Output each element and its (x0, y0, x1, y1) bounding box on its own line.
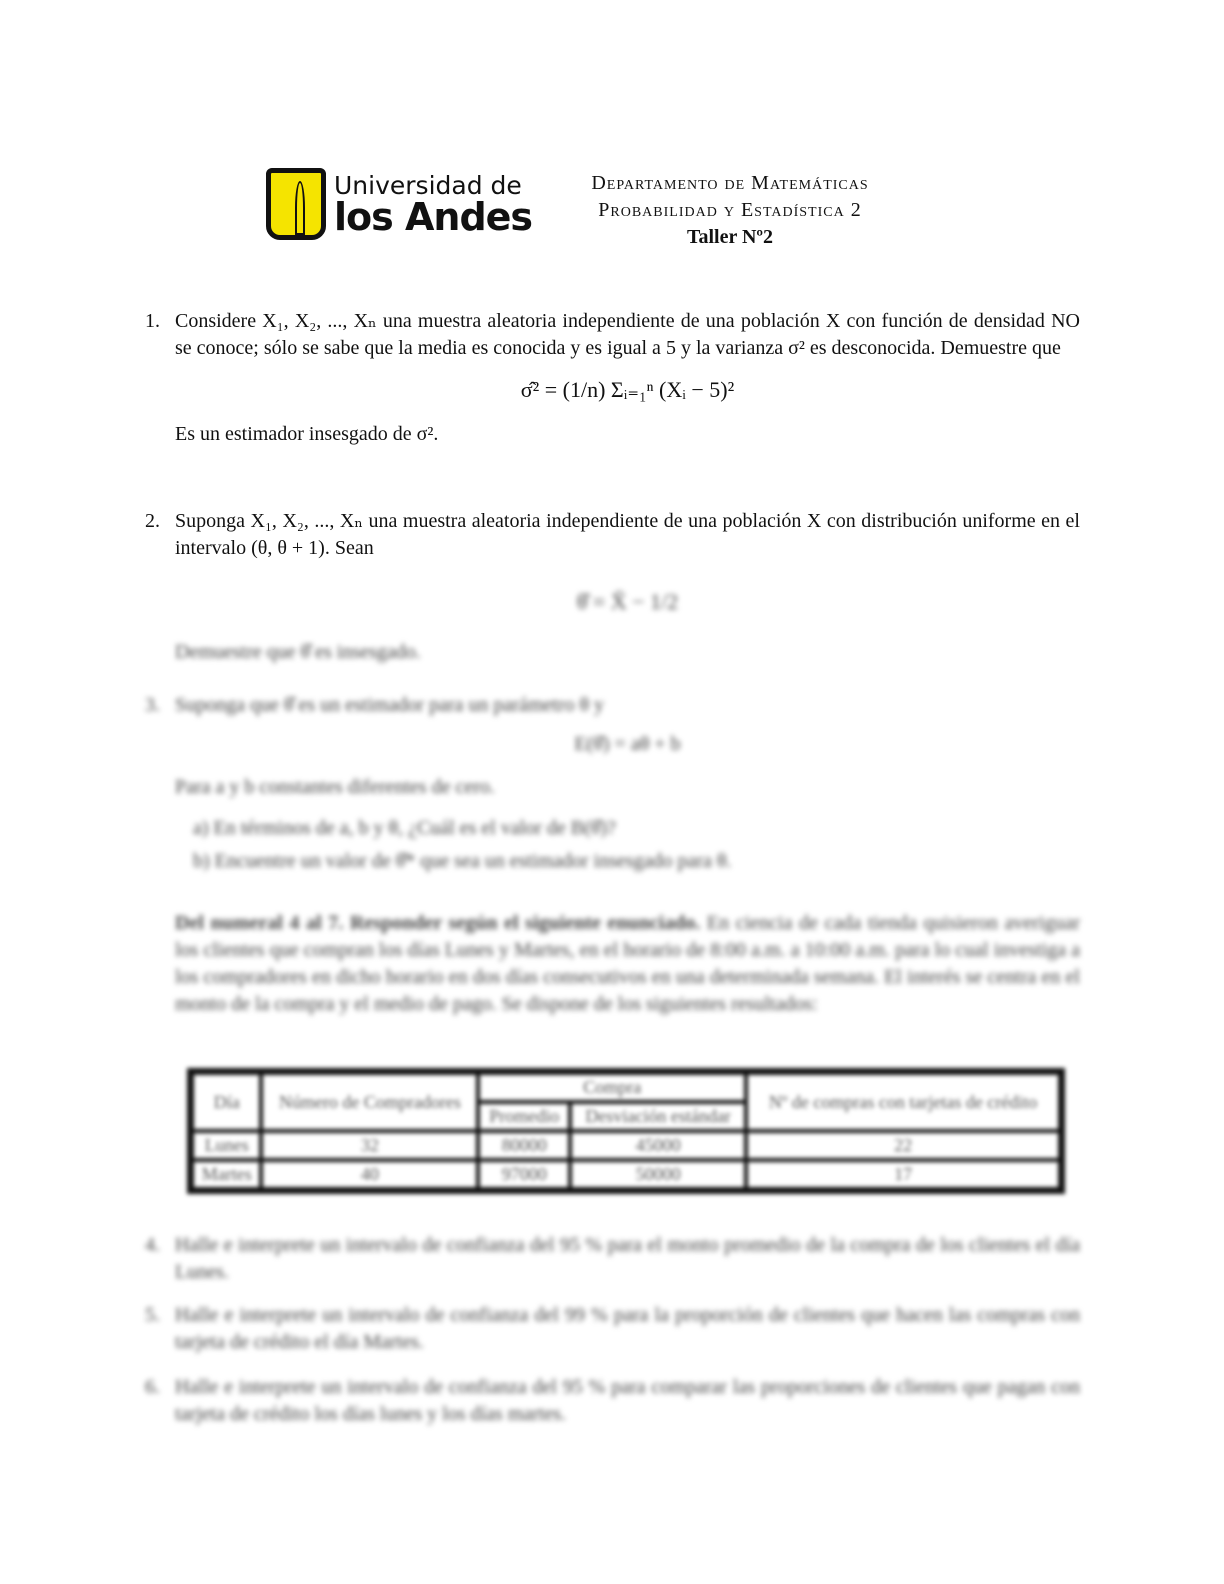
department: Departamento de Matemáticas (591, 172, 869, 194)
table-row (191, 1160, 1062, 1191)
logo-shield-icon (266, 168, 326, 240)
problem-number: 1. (145, 310, 160, 332)
header-mean: Promedio (478, 1102, 570, 1131)
cell-buyers: 40 (261, 1160, 478, 1191)
header-day: Día (191, 1072, 262, 1132)
equation: σ̂² = (1/n) Σᵢ₌₁ⁿ (Xᵢ − 5)² (520, 377, 735, 402)
problem-number: 4. (145, 1234, 160, 1256)
header-buyers: Número de Compradores (261, 1072, 478, 1132)
problem-text: Halle e interprete un intervalo de confianza del 99 % para la proporción de clientes que hacen las compras con tarjeta de crédito el día Martes. (175, 1304, 1080, 1353)
equation: θ̂ = X̄ − 1/2 (576, 589, 679, 614)
cell-buyers: 32 (261, 1131, 478, 1160)
logo-line2: los Andes (334, 194, 533, 239)
intro-bold: Del numeral 4 al 7. Responder según el siguiente enunciado. (175, 912, 701, 934)
data-table (187, 1068, 1065, 1194)
problem-text: Halle e interprete un intervalo de confianza del 95 % para el monto promedio de la compra de los clientes el día Lunes. (175, 1234, 1080, 1283)
intro-paragraph (145, 910, 1080, 1018)
table-row (191, 1131, 1062, 1160)
header-sd: Desviación estándar (570, 1102, 746, 1131)
problem-conclusion: Demuestre que θ̂ es insesgado. (175, 641, 421, 663)
problem-text: Considere X₁, X₂, ..., Xₙ una muestra aleatoria independiente de una población X con función de densidad NO se conoce; sólo se sabe que la media es conocida y es igual a 5 y la varianza σ² es desconocida. Demuestre que (175, 310, 1080, 359)
cell-credit: 22 (746, 1131, 1061, 1160)
cell-sd: 45000 (570, 1131, 746, 1160)
subitem-a: a) En términos de a, b y θ, ¿Cuál es el valor de B(θ̂)? (193, 817, 616, 839)
problem-conclusion: Para a y b constantes diferentes de cero. (175, 776, 495, 798)
header-purchase: Compra (478, 1072, 746, 1103)
problem-conclusion: Es un estimador insesgado de σ². (175, 423, 439, 445)
problem-number: 6. (145, 1376, 160, 1398)
problem-3 (145, 692, 1080, 875)
subitem-b: b) Encuentre un valor de θ̂* que sea un estimador insesgado para θ. (193, 850, 732, 872)
problem-6 (145, 1374, 1080, 1428)
intro-text: En ciencia de cada tienda quisieron averiguar los clientes que compran los días Lunes y Martes, en el horario de 8:00 a.m. a 10:00 a.m. para lo cual investiga a los compradores en dicho horario en dos días consecutivos en una determinada semana. El interés se centra en el monto de la compra y el medio de pago. Se dispone de los siguientes resultados: (175, 912, 1081, 1015)
problem-number: 5. (145, 1304, 160, 1326)
problem-text: Halle e interprete un intervalo de confianza del 95 % para comparar las proporciones de clientes que pagan con tarjeta de crédito los días lunes y los días martes. (175, 1376, 1080, 1425)
problem-5 (145, 1302, 1080, 1356)
cell-credit: 17 (746, 1160, 1061, 1191)
cell-day: Lunes (191, 1131, 262, 1160)
course: Probabilidad y Estadística 2 (598, 199, 862, 221)
cell-day: Martes (191, 1160, 262, 1191)
problem-1 (145, 308, 1080, 448)
problem-text: Suponga que θ̂ es un estimador para un parámetro θ y (175, 694, 605, 716)
cell-mean: 80000 (478, 1131, 570, 1160)
problem-2 (145, 508, 1080, 666)
problem-4 (145, 1232, 1080, 1286)
equation: E(θ̂) = aθ + b (574, 733, 681, 755)
problem-text: Suponga X₁, X₂, ..., Xₙ una muestra aleatoria independiente de una población X con distribución uniforme en el intervalo (θ, θ + 1). Sean (175, 510, 1080, 559)
header-credit: Nº de compras con tarjetas de crédito (746, 1072, 1061, 1132)
problem-number: 2. (145, 510, 160, 532)
university-logo (266, 168, 532, 240)
cell-mean: 97000 (478, 1160, 570, 1191)
cell-sd: 50000 (570, 1160, 746, 1191)
logo-line1: Universidad de (334, 170, 522, 200)
document-title: Taller Nº2 (686, 226, 774, 248)
problem-number: 3. (145, 694, 160, 716)
